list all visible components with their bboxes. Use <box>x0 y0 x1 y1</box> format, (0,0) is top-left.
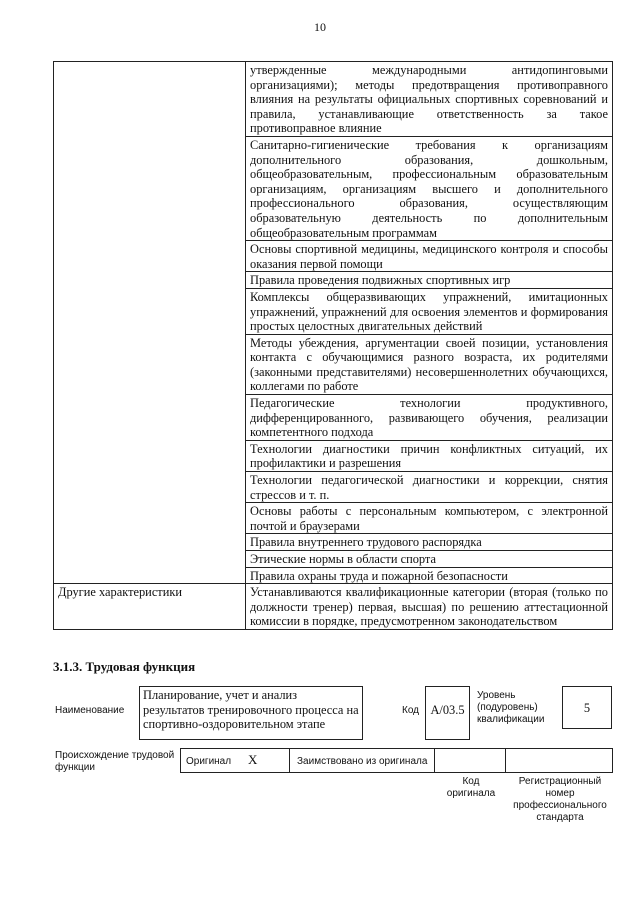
borrowed-label: Заимствовано из оригинала <box>297 756 428 767</box>
row-text: Правила внутреннего трудового распорядка <box>246 534 613 551</box>
row-label <box>54 334 246 394</box>
row-text: Этические нормы в области спорта <box>246 551 613 568</box>
row-label <box>54 241 246 272</box>
reg-number-caption: Регистрационный номер профессионального стандарта <box>513 776 607 823</box>
row-text: Методы убеждения, аргументации своей позиции, установления контакта с обучающимися разного возраста, их родителями (законными представителями) несовершеннолетних обучающихся, коллегами по работе <box>246 334 613 394</box>
level-value: 5 <box>583 701 591 715</box>
row-text: Педагогические технологии продуктивного, дифференцированного, развивающего обучения, реализации компетентного подхода <box>246 395 613 441</box>
row-text: Технологии диагностики причин конфликтных ситуаций, их профилактики и разрешения <box>246 440 613 471</box>
row-text: Основы спортивной медицины, медицинского контроля и способы оказания первой помощи <box>246 241 613 272</box>
divider <box>505 748 506 773</box>
table-row <box>54 272 613 289</box>
table-row <box>54 567 613 584</box>
table-row <box>54 503 613 534</box>
original-label: Оригинал <box>186 756 232 767</box>
origin-label: Происхождение трудовой функции <box>55 750 175 773</box>
row-label <box>54 472 246 503</box>
row-label <box>54 567 246 584</box>
row-label <box>54 503 246 534</box>
row-text: Технологии педагогической диагностики и коррекции, снятия стрессов и т. п. <box>246 472 613 503</box>
name-label: Наименование <box>55 705 125 716</box>
code-label: Код <box>402 705 420 716</box>
table-body <box>54 62 613 630</box>
table-row <box>54 472 613 503</box>
table-row <box>54 288 613 334</box>
row-text: Основы работы с персональным компьютером, с электронной почтой и браузерами <box>246 503 613 534</box>
code-original-caption: Код оригинала <box>446 776 496 799</box>
row-text: Правила охраны труда и пожарной безопасности <box>246 567 613 584</box>
row-label: Другие характеристики <box>54 584 246 630</box>
row-label <box>54 551 246 568</box>
divider <box>434 748 435 773</box>
table-row <box>54 334 613 394</box>
name-value: Планирование, учет и анализ результатов тренировочного процесса на спортивно-оздоровительном этапе <box>143 688 359 731</box>
knowledge-table <box>53 61 613 630</box>
row-label <box>54 440 246 471</box>
row-text: Устанавливаются квалификационные категории (вторая (только по должности тренер) первая, высшая) по решению аттестационной комиссии в порядке, предусмотренном законодательством <box>246 584 613 630</box>
row-label <box>54 534 246 551</box>
name-value-box <box>139 686 363 740</box>
row-text: Комплексы общеразвивающих упражнений, имитационных упражнений, упражнений для освоения элементов и формирования простых целостных двигательных действий <box>246 288 613 334</box>
row-text: Санитарно-гигиенические требования к организациям дополнительного образования, дошкольным, общеобразовательным, профессиональным образовательным организациям, организациям высшего и дополнительного профессионального образования, осуществляющим образовательную деятельность по дополнительным общеобразовательным программам <box>246 136 613 240</box>
original-mark: X <box>248 752 258 767</box>
table-row <box>54 136 613 240</box>
table-row <box>54 584 613 630</box>
row-label <box>54 272 246 289</box>
row-label <box>54 136 246 240</box>
table-row <box>54 241 613 272</box>
table-row <box>54 551 613 568</box>
divider <box>289 748 290 773</box>
code-value: A/03.5 <box>430 703 465 717</box>
section-title: 3.1.3. Трудовая функция <box>53 659 196 674</box>
table-row <box>54 395 613 441</box>
row-text: утвержденные международными антидопинговыми организациями); методы предотвращения противоправного влияния на результаты официальных спортивных соревнований и правила, устанавливающие ответственность за такое противоправное влияние <box>246 62 613 137</box>
code-value-box <box>425 686 470 740</box>
level-value-box <box>562 686 612 729</box>
table-row <box>54 440 613 471</box>
page-number: 10 <box>314 20 326 34</box>
row-label <box>54 395 246 441</box>
row-label <box>54 62 246 137</box>
row-text: Правила проведения подвижных спортивных игр <box>246 272 613 289</box>
level-label: Уровень (подуровень) квалификации <box>477 690 545 725</box>
table-row <box>54 534 613 551</box>
row-label <box>54 288 246 334</box>
table-row <box>54 62 613 137</box>
